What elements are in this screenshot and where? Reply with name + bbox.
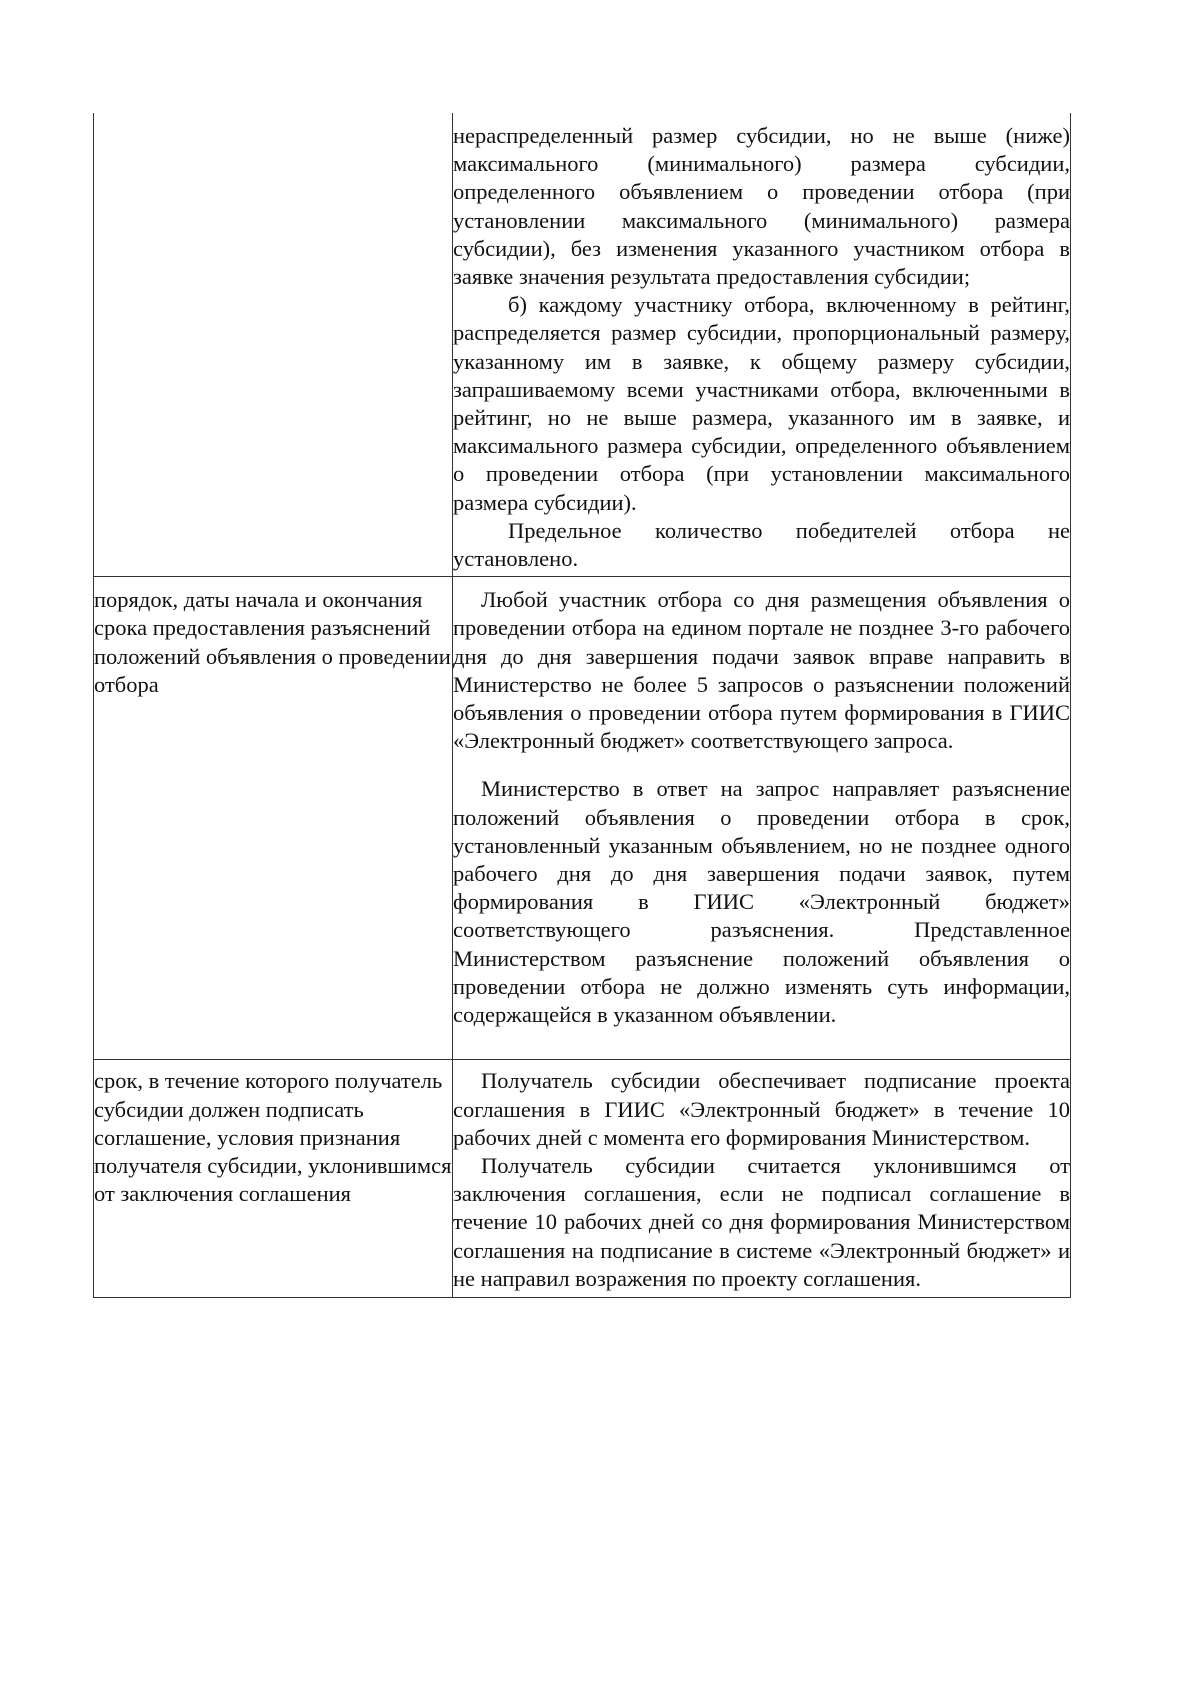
row-label-empty: [94, 113, 453, 577]
paragraph-clarification-request: Любой участник отбора со дня размещения объявления о проведении отбора на едином портале не позднее 3-го рабочего дня до дня завершения подачи заявок вправе направить в Министерство не более 5 запросов о разъяснении положений объявления о проведении отбора путем формирования в ГИИС «Электронный бюджет» соответствующего запроса.: [453, 587, 1070, 754]
subsidy-selection-table: [93, 113, 1071, 1298]
table-row-agreement-signing: [94, 1060, 1071, 1298]
row-content-distribution: [453, 113, 1071, 577]
row-content-clarifications: [453, 577, 1071, 1060]
paragraph-unallocated-subsidy: нераспределенный размер субсидии, но не выше (ниже) максимального (минимального) размера субсидии, определенного объявлением о проведении отбора (при установлении максимального (минимального) размера субсидии), без изменения указанного участником отбора в заявке значения результата предоставления субсидии;: [453, 123, 1070, 290]
row-content-agreement-signing: [453, 1060, 1071, 1298]
table-row-clarifications: [94, 577, 1071, 1060]
row-label-clarifications: порядок, даты начала и окончания срока предоставления разъяснений положений объявления о проведении отбора: [94, 577, 453, 1060]
paragraph-winners-limit: Предельное количество победителей отбора не установлено.: [453, 517, 1070, 572]
paragraph-ministry-response: Министерство в ответ на запрос направляет разъяснение положений объявления о проведении отбора в срок, установленный указанным объявлением, но не позднее одного рабочего дня до дня завершения подачи заявок, путем формирования в ГИИС «Электронный бюджет» соответствующего разъяснения. Представленное Министерством разъяснение положений объявления о проведении отбора не должно изменять суть информации, содержащейся в указанном объявлении.: [453, 776, 1070, 1028]
row-label-agreement-signing: срок, в течение которого получатель субсидии должен подписать соглашение, условия признания получателя субсидии, уклонившимся от заключения соглашения: [94, 1060, 453, 1298]
paragraph-evasion-conditions: Получатель субсидии считается уклонившимся от заключения соглашения, если не подписал соглашение в течение 10 рабочих дней со дня формирования Министерством соглашения на подписание в системе «Электронный бюджет» и не направил возражения по проекту соглашения.: [453, 1152, 1070, 1291]
paragraph-proportional-distribution: б) каждому участнику отбора, включенному в рейтинг, распределяется размер субсидии, пропорциональный размеру, указанному им в заявке, к общему размеру субсидии, запрашиваемому всеми участниками отбора, включенными в рейтинг, но не выше размера, указанного им в заявке, и максимального размера субсидии, определенного объявлением о проведении отбора (при установлении максимального размера субсидии).: [453, 292, 1070, 515]
table-row-distribution-continued: [94, 113, 1071, 577]
paragraph-signing-deadline: Получатель субсидии обеспечивает подписание проекта соглашения в ГИИС «Электронный бюджет» в течение 10 рабочих дней с момента его формирования Министерством.: [453, 1068, 1070, 1150]
